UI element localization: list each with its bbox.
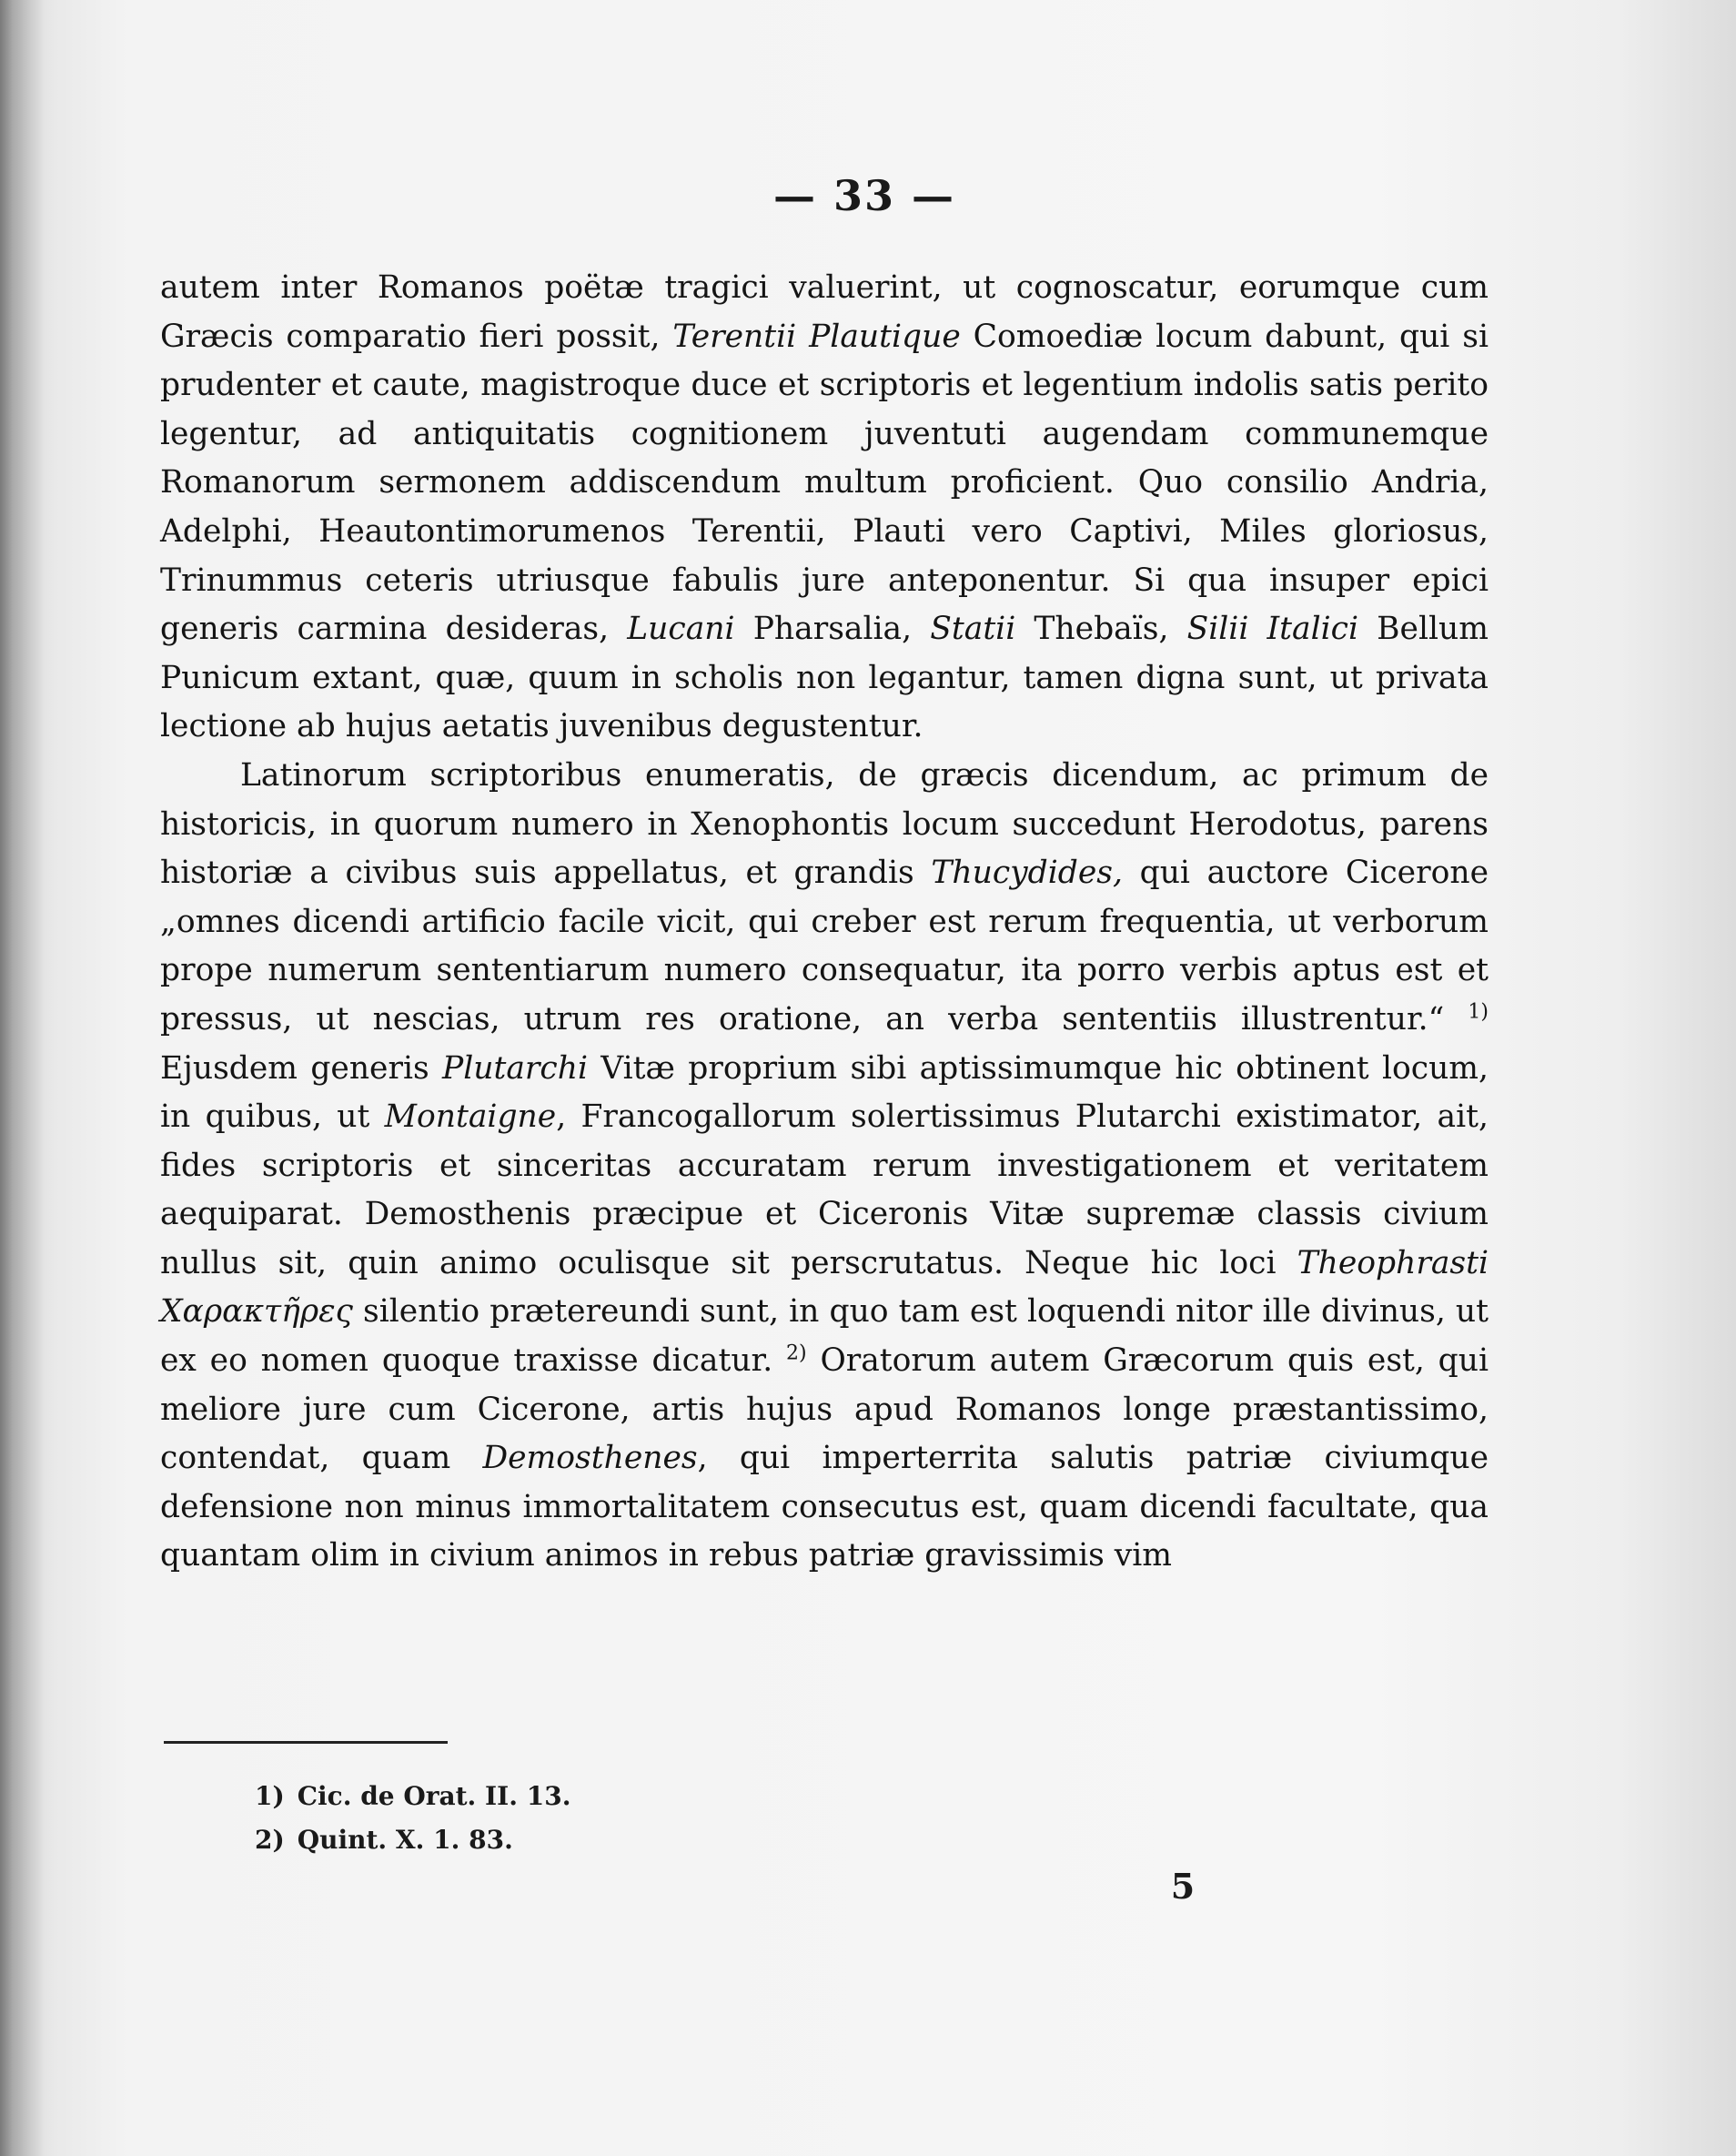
text-run: Pharsalia, bbox=[734, 611, 931, 648]
text-run: Ejusdem generis bbox=[160, 1049, 443, 1087]
text-run: autem inter Romanos poëtæ tragici valuerint, ut cognoscatur, eorumque cum Græcis comparatio fieri possit, bbox=[160, 269, 1489, 355]
italic-text: Demosthenes bbox=[482, 1440, 698, 1477]
text-run: , qui imperterrita salutis patriæ civiumque defensione non minus immortalitatem consecutus est, quam dicendi facultate, qua quantam olim in civium animos in rebus patriæ gravissimis vim bbox=[160, 1440, 1489, 1574]
footnote bbox=[255, 1775, 1074, 1818]
text-run: Comoediæ locum dabunt, qui si prudenter et caute, magistroque duce et scriptoris et legentium indolis satis perito legentur, ad antiquitatis cognitionem juventuti augendam communemque Romanorum sermonem addiscendum multum proficient. Quo consilio Andria, Adelphi, Heautontimorumenos Terentii, Plauti vero Captivi, Miles gloriosus, Trinummus ceteris utriusque fabulis jure anteponentur. Si qua insuper epici generis carmina desideras, bbox=[160, 318, 1489, 648]
text-run: Latinorum scriptoribus enumeratis, de græcis dicendum, ac primum de historicis, in quorum numero in Xenophontis locum succedunt Herodotus, parens historiæ a civibus suis appellatus, et grandis bbox=[160, 756, 1489, 892]
paragraph bbox=[160, 264, 1489, 752]
text-run: Vitæ proprium sibi aptissimumque hic obtinent locum, in quibus, ut bbox=[160, 1049, 1489, 1136]
footnote-ref: 1) bbox=[1468, 1000, 1489, 1024]
italic-text: Χαρακτῆρες bbox=[160, 1293, 353, 1331]
italic-text: Theophrasti bbox=[1297, 1244, 1489, 1281]
footnote-text: Quint. X. 1. 83. bbox=[297, 1825, 513, 1855]
italic-text: Plutarchi bbox=[442, 1049, 588, 1087]
binding-gutter bbox=[0, 0, 44, 2156]
text-run: Thebaïs, bbox=[1015, 611, 1187, 648]
footnote-ref: 2) bbox=[786, 1341, 807, 1365]
signature-mark: 5 bbox=[1170, 1866, 1196, 1907]
text-run: silentio prætereundi sunt, in quo tam est loquendi nitor ille divinus, ut ex eo nomen quoque traxisse dicatur. bbox=[160, 1293, 1489, 1380]
text-run: , Francogallorum solertissimus Plutarchi existimator, ait, fides scriptoris et sinceritas accuratam rerum investigationem et veritatem aequiparat. Demosthenis præcipue et Ciceronis Vitæ supremæ classis civium nullus sit, quin animo oculisque sit perscrutatus. Neque hic loci bbox=[160, 1098, 1489, 1281]
body-text bbox=[160, 264, 1489, 1581]
italic-text: Silii Italici bbox=[1186, 611, 1359, 648]
text-run: qui auctore Cicerone „omnes dicendi artificio facile vicit, qui creber est rerum frequentia, ut verborum prope numerum sententiarum numero consequatur, ita porro verbis aptus est et pressus, ut nescias, utrum res oratione, an verba sententiis illustrentur.“ bbox=[160, 855, 1489, 1038]
text-run: Oratorum autem Græcorum quis est, qui meliore jure cum Cicerone, artis hujus apud Romanos longe præstantissimo, contendat, quam bbox=[160, 1342, 1489, 1477]
footnote-rule bbox=[164, 1741, 448, 1744]
footnote-text: Cic. de Orat. II. 13. bbox=[297, 1781, 571, 1811]
italic-text: Montaigne bbox=[384, 1098, 557, 1136]
footnote bbox=[255, 1818, 1074, 1862]
footnotes bbox=[255, 1775, 1074, 1862]
italic-text: Thucydides, bbox=[931, 855, 1123, 892]
footnote-marker: 2) bbox=[255, 1825, 285, 1855]
italic-text: Terentii Plautique bbox=[672, 318, 961, 355]
italic-text: Lucani bbox=[627, 611, 735, 648]
text-run: Bellum Punicum extant, quæ, quum in scholis non legantur, tamen digna sunt, ut privata lectione ab hujus aetatis juvenibus degustentur. bbox=[160, 611, 1489, 745]
paragraph bbox=[160, 752, 1489, 1581]
italic-text: Statii bbox=[930, 611, 1016, 648]
page-header: — 33 — bbox=[772, 171, 956, 220]
footnote-marker: 1) bbox=[255, 1781, 285, 1811]
